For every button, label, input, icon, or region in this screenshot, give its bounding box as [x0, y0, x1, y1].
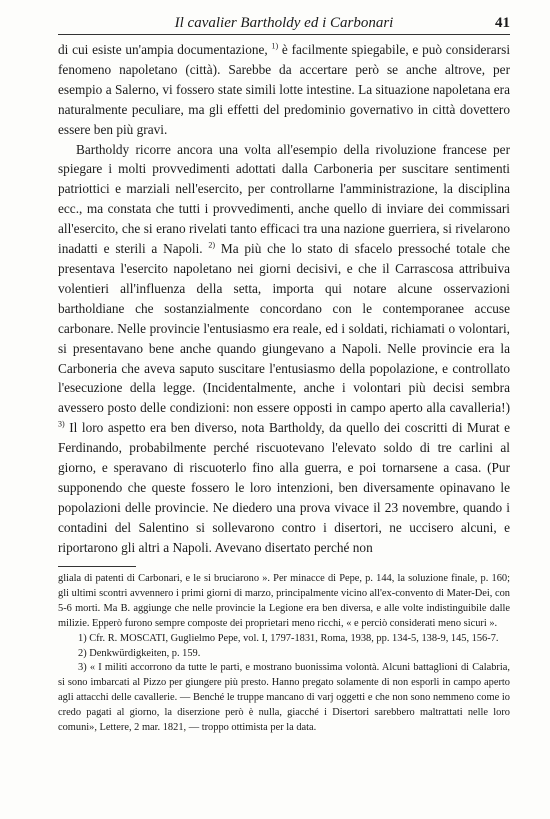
- footnote-rule: [58, 566, 136, 567]
- page-number: 41: [495, 15, 510, 31]
- main-text: [58, 40, 510, 558]
- running-header: [58, 12, 510, 34]
- footnote-continuation: gliala di patenti di Carbonari, e le si bruciarono ». Per minacce di Pepe, p. 144, la soluzione finale, p. 160; gli ultimi scontri avvennero i primi giorni di marzo, principalmente vicino all'ex-convento di Mater-Dei, con 5-6 morti. Ma B. aggiunge che nelle provincie la Legione era ben diversa, e alle volte indistinguibile dalle milizie. Epperò furono sempre composte dei proprietari meno ricchi, « e perciò considerati meno sicuri ».: [58, 573, 510, 629]
- paragraph-1: [58, 40, 510, 140]
- text-run: Ma più che lo stato di sfacelo pressoché totale che presentava l'esercito napoletano nei giorni decisivi, e che il Carrascosa attribuiva volentieri all'influenza della setta, importa qui notare alcune osservazioni bartholdiane che sostanzialmente concordano con le contemporanee accuse carbonare. Nelle provincie l'entusiasmo era reale, ed i soldati, richiamati o volontari, si presentavano bene anche quando giungevano a Napoli. Nelle provincie era la Carboneria che aveva saputo suscitare l'entusiasmo della popolazione, e controllato l'esecuzione della legge. (Incidentalmente, anche i volontari più decisi sembra avessero posto delle condizioni: non essere opposti in campo aperto alla cavalleria!): [58, 241, 510, 416]
- text-run: Bartholdy ricorre ancora una volta all'esempio della rivoluzione francese per spiegare i molti provvedimenti adottati dalla Carboneria per suscitare sentimenti patriottici e marziali nell'esercito, per controllarne l'amministrazione, la disciplina ecc., ma constata che tutti i provvedimenti, anche quello di inviare dei commissari all'esercito, che si erano rivelati tanto efficaci tra una nazione guerriera, si rivelarono inadatti e sterili a Napoli.: [58, 141, 510, 257]
- footnote-ref: 2): [208, 240, 216, 250]
- text-run: è facilmente spiegabile, e può considerarsi fenomeno napoletano (città). Sarebbe da accertare però se anche altrove, per esempio a Salerno, vi fossero state simili lotte intestine. La situazione napoletana era naturalmente peculiare, ma gli effetti del predominio governativo in città dovettero essere ben più gravi.: [58, 42, 511, 137]
- footnote-3: 3) « I militi accorrono da tutte le parti, e mostrano buonissima volontà. Alcuni battaglioni di Calabria, si sono imbarcati al Pizzo per giungere più presto. Hanno pregato solamente di non esporli in campo aperto agli attacchi delle cavallerie. — Benché le truppe mancano di varj oggetti e che non sono nemmeno come io credo pagati al giorno, la diserzione però è nulla, giacché i Disertori sarebbero maltrattati nelle loro comuni», Lettere, 2 mar. 1821, — troppo ottimista per la data.: [58, 662, 510, 734]
- header-rule: [58, 34, 510, 35]
- text-run: di cui esiste un'ampia documentazione,: [58, 42, 272, 57]
- paragraph-2: [58, 140, 510, 558]
- running-title: Il cavalier Bartholdy ed i Carbonari: [174, 15, 394, 31]
- text-run: Il loro aspetto era ben diverso, nota Bartholdy, da quello dei coscritti di Murat e Ferdinando, probabilmente perché riscuotevano l'elevato soldo di tre carlini al giorno, e speravano di riscuoterlo fino alla guerra, e poi tornarsene a casa. (Pur supponendo che queste fossero le loro intenzioni, ben diversamente opinavano le popolazioni delle provincie. Ne diedero una prova vivace il 23 novembre, quando i contadini del Salentino si sollevarono contro i disertori, ne uccisero alcuni, e riportarono gli altri a Napoli. Avevano disertato perché non: [58, 420, 510, 555]
- footnote-ref: 1): [271, 41, 279, 51]
- footnote-ref: 3): [58, 419, 65, 429]
- footnote-1: 1) Cfr. R. MOSCATI, Guglielmo Pepe, vol. I, 1797-1831, Roma, 1938, pp. 134-5, 138-9, 145, 156-7.: [78, 632, 499, 644]
- footnotes: [58, 572, 510, 736]
- footnote-2: 2) Denkwürdigkeiten, p. 159.: [78, 647, 201, 659]
